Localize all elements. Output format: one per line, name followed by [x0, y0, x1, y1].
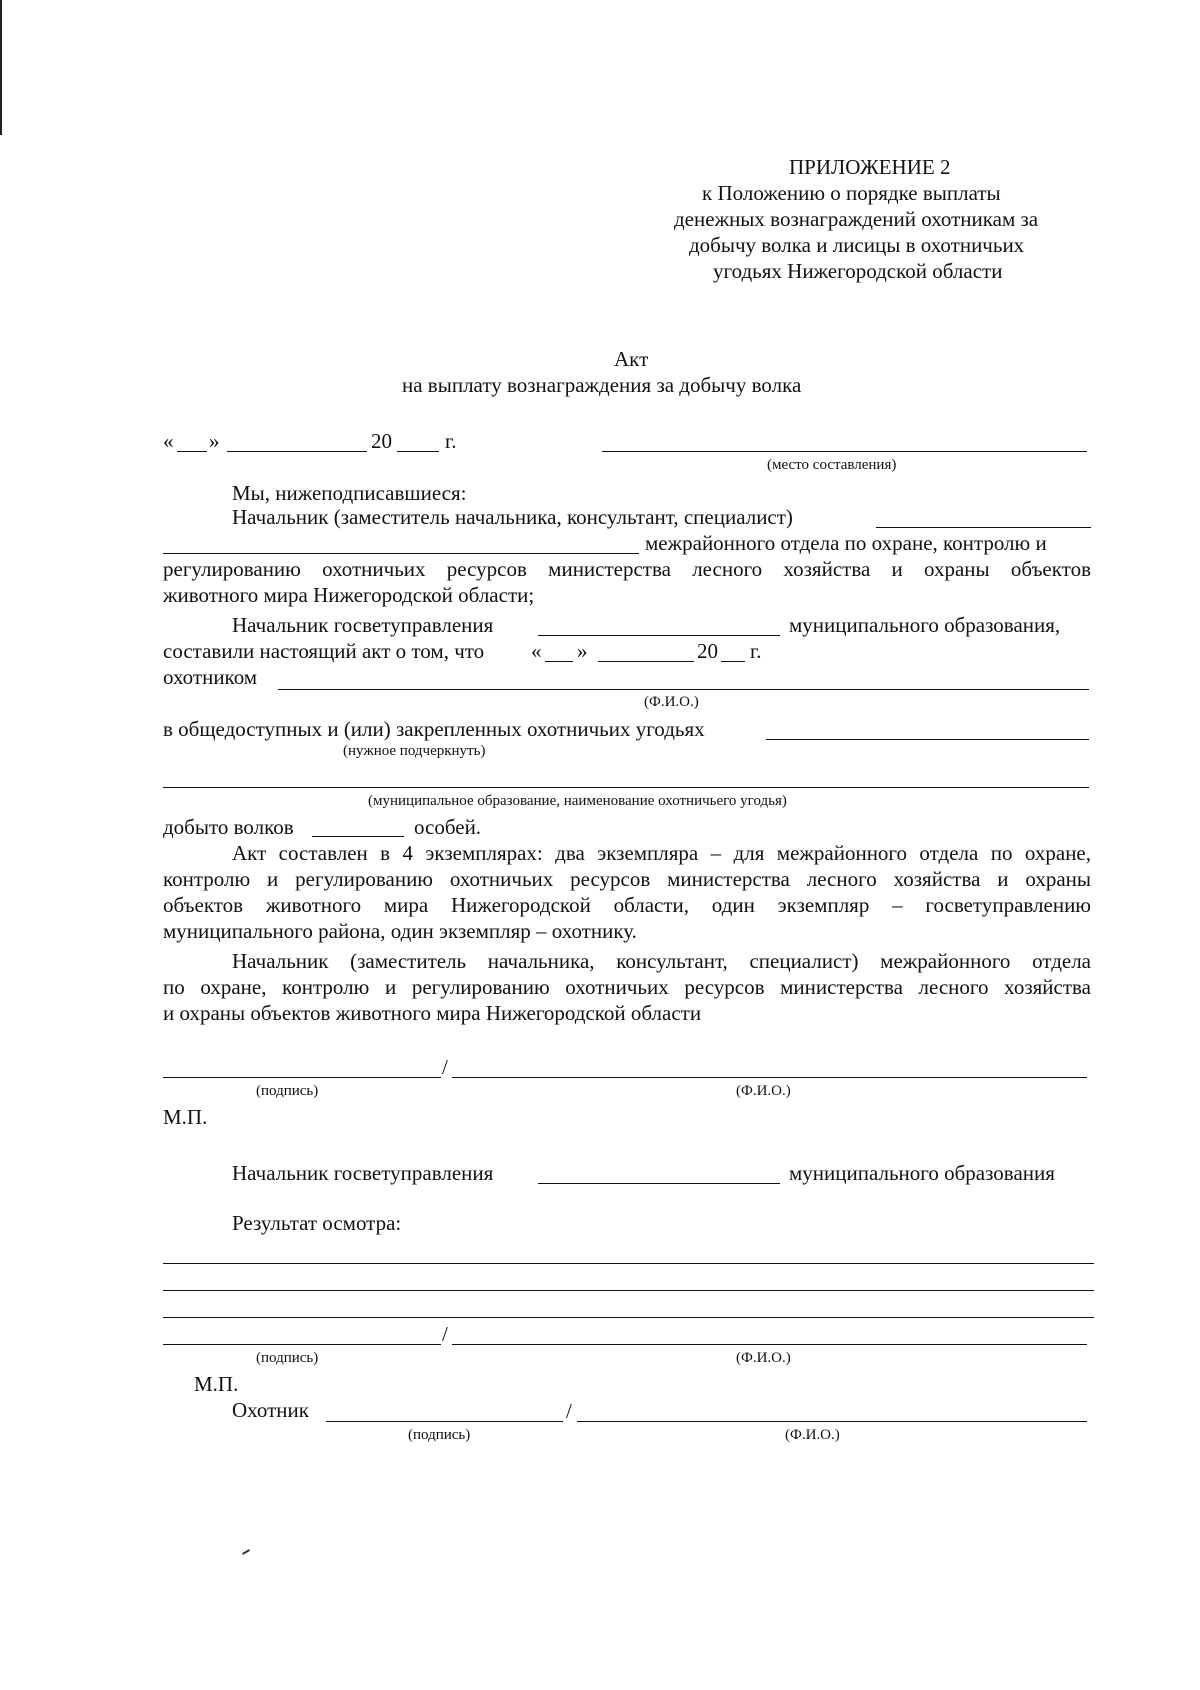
hunter-by-label: охотником	[163, 665, 258, 689]
vet-name-blank[interactable]	[538, 635, 780, 636]
grounds-line: в общедоступных и (или) закрепленных охотничьих угодьях	[163, 717, 705, 741]
appendix-line-2: денежных вознаграждений охотникам за	[674, 207, 1039, 231]
date-close-quote: »	[209, 429, 220, 453]
hunter-signature-label: Охотник	[232, 1398, 309, 1422]
wolves-prefix: добыто волков	[163, 815, 294, 839]
hunter-name-blank[interactable]	[278, 689, 1089, 690]
official-sign-caption: (подпись)	[256, 1083, 319, 1099]
official-fio-caption: (Ф.И.О.)	[736, 1083, 791, 1099]
appendix-line-1: к Положению о порядке выплаты	[702, 181, 1001, 205]
regulation-line: регулированию охотничьих ресурсов министерства лесного хозяйства и охраны объектов	[163, 557, 1091, 581]
compiled-month-blank[interactable]	[598, 661, 694, 662]
vet-head-label: Начальник госветуправления	[232, 613, 494, 637]
underline-caption: (нужное подчеркнуть)	[343, 743, 486, 759]
official-signature-blank[interactable]	[163, 1077, 441, 1078]
compiled-year-suffix: г.	[750, 639, 762, 663]
wolves-suffix: особей.	[414, 815, 482, 839]
municipal-blank[interactable]	[163, 787, 1089, 788]
vet-sign-caption: (подпись)	[256, 1350, 319, 1366]
official-line-1: Начальник (заместитель начальника, консультант, специалист) межрайонного отдела	[232, 949, 1091, 973]
vet-fio-caption: (Ф.И.О.)	[736, 1350, 791, 1366]
inspection-result-label: Результат осмотра:	[232, 1211, 402, 1235]
month-blank[interactable]	[227, 451, 367, 452]
sig-vet-head-label: Начальник госветуправления	[232, 1161, 494, 1185]
document-title: Акт	[614, 347, 649, 371]
compiled-day-blank[interactable]	[545, 661, 573, 662]
place-blank[interactable]	[602, 451, 1087, 452]
compiled-close-quote: »	[577, 639, 588, 663]
sig-vet-name-blank[interactable]	[538, 1183, 780, 1184]
compiled-prefix: составили настоящий акт о том, что	[163, 639, 485, 663]
vet-signature-blank[interactable]	[163, 1344, 441, 1345]
place-caption: (место составления)	[767, 457, 897, 473]
compiled-open-quote: «	[531, 639, 542, 663]
sig-vet-tail-label: муниципального образования	[789, 1161, 1055, 1185]
compiled-year-prefix: 20	[697, 639, 718, 663]
dept-tail-line: межрайонного отдела по охране, контролю и	[645, 531, 1047, 555]
official-line-2: по охране, контролю и регулированию охотничьих ресурсов министерства лесного хозяйства	[163, 975, 1091, 999]
date-open-quote: «	[163, 429, 174, 453]
official-signature-slash: /	[442, 1055, 448, 1079]
copies-line-4: муниципального района, один экземпляр – охотнику.	[163, 919, 637, 943]
vet-stamp: М.П.	[194, 1372, 239, 1396]
appendix-line-4: угодьях Нижегородской области	[713, 259, 1003, 283]
grounds-blank[interactable]	[766, 739, 1089, 740]
hunter-fio-sign-blank[interactable]	[577, 1421, 1087, 1422]
appendix-line-3: добычу волка и лисицы в охотничьих	[689, 233, 1025, 257]
document-subtitle: на выплату вознаграждения за добычу волка	[402, 373, 802, 397]
year-blank[interactable]	[397, 451, 439, 452]
result-line-1[interactable]	[163, 1263, 1094, 1264]
head-position-line: Начальник (заместитель начальника, консультант, специалист)	[232, 505, 793, 529]
result-line-2[interactable]	[163, 1290, 1094, 1291]
copies-line-2: контролю и регулированию охотничьих ресурсов министерства лесного хозяйства и охраны	[163, 867, 1091, 891]
vet-signature-slash: /	[442, 1322, 448, 1346]
hunter-signature-blank[interactable]	[326, 1421, 563, 1422]
wolves-count-blank[interactable]	[312, 836, 404, 837]
hunter-sign-caption: (подпись)	[408, 1427, 471, 1443]
hunter-fio-caption: (Ф.И.О.)	[785, 1427, 840, 1443]
day-blank[interactable]	[177, 451, 207, 452]
scan-edge-mark	[0, 0, 2, 135]
municipal-caption: (муниципальное образование, наименование охотничьего угодья)	[368, 793, 787, 809]
appendix-title: ПРИЛОЖЕНИЕ 2	[789, 155, 951, 179]
official-line-3: и охраны объектов животного мира Нижегородской области	[163, 1001, 702, 1025]
head-name-blank-1[interactable]	[876, 527, 1091, 528]
vet-fio-blank[interactable]	[452, 1344, 1087, 1345]
copies-line-1: Акт составлен в 4 экземплярах: два экземпляра – для межрайонного отдела по охране,	[232, 841, 1091, 865]
date-year-prefix: 20	[371, 429, 392, 453]
official-fio-blank[interactable]	[452, 1077, 1087, 1078]
vet-tail-label: муниципального образования,	[789, 613, 1061, 637]
copies-line-3: объектов животного мира Нижегородской области, один экземпляр – госветуправлению	[163, 893, 1091, 917]
stray-pen-mark	[242, 1549, 250, 1555]
hunter-fio-caption: (Ф.И.О.)	[644, 694, 699, 710]
we-signed-line: Мы, нижеподписавшиеся:	[232, 481, 467, 505]
head-name-blank-2[interactable]	[163, 553, 639, 554]
wildlife-line: животного мира Нижегородской области;	[163, 583, 535, 607]
compiled-year-blank[interactable]	[721, 661, 745, 662]
official-stamp: М.П.	[163, 1105, 208, 1129]
result-line-3[interactable]	[163, 1317, 1094, 1318]
hunter-signature-slash: /	[566, 1399, 572, 1423]
date-year-suffix: г.	[445, 429, 457, 453]
